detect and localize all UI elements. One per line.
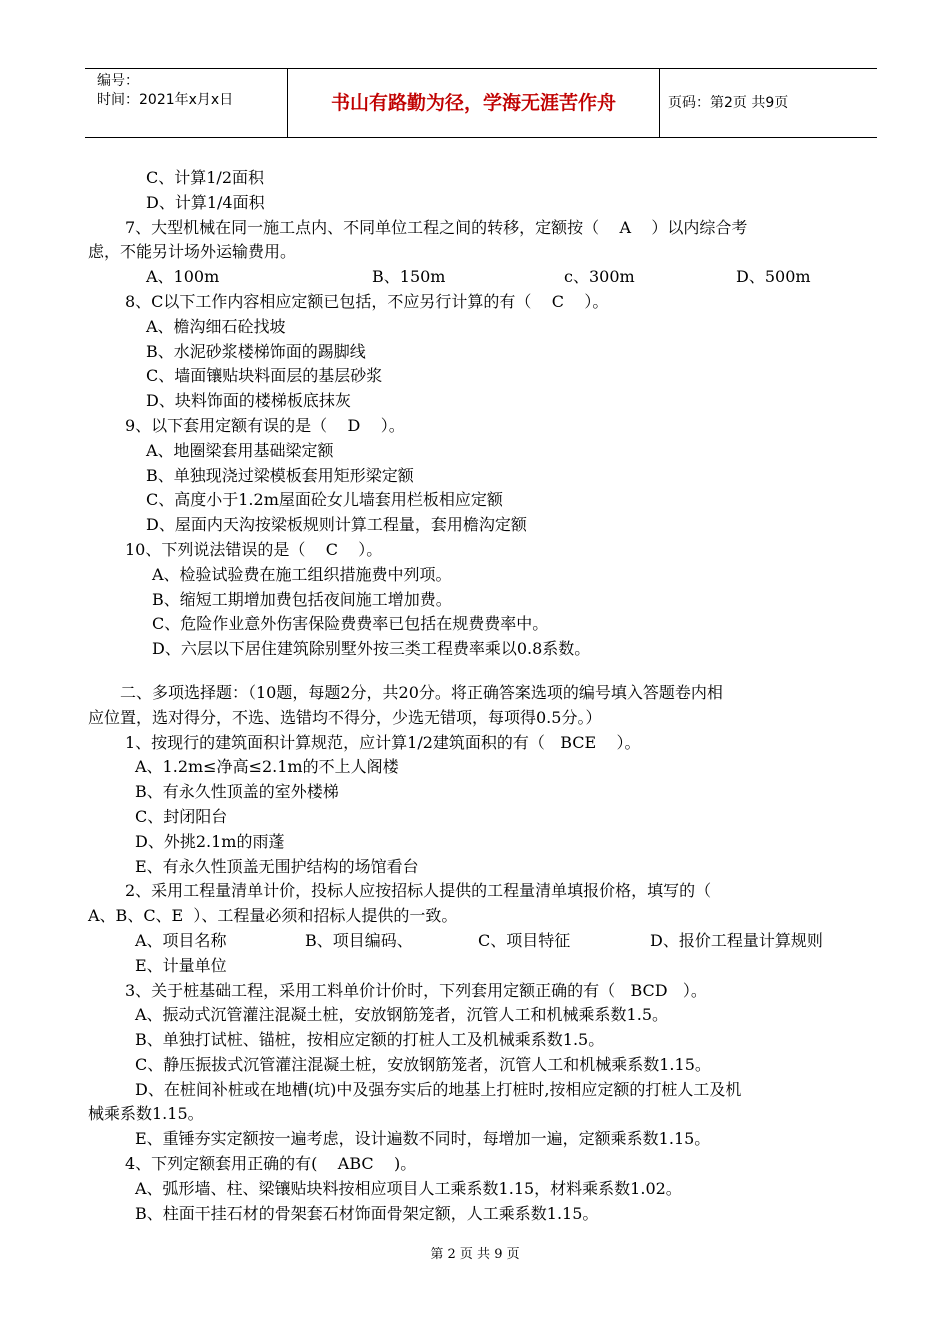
text-line: 9、以下套用定额有误的是（ D ）。 <box>125 415 405 435</box>
q7-options <box>88 265 880 290</box>
text-line: C、封闭阳台 <box>135 806 228 826</box>
text-line: B、水泥砂浆楼梯饰面的踢脚线 <box>146 341 366 361</box>
text-line: 2、采用工程量清单计价，投标人应按招标人提供的工程量清单填报价格，填写的（ <box>125 881 712 901</box>
q7-option-c: c、300m <box>564 267 635 287</box>
document-body <box>88 166 880 1226</box>
text-line: A、振动式沉管灌注混凝土桩，安放钢筋笼者，沉管人工和机械乘系数1.5。 <box>135 1005 669 1025</box>
text-line: E、计量单位 <box>135 955 227 975</box>
q2-options <box>88 929 880 954</box>
text-line: 应位置，选对得分，不选、选错均不得分，少选无错项，每项得0.5分。） <box>88 707 602 727</box>
text-line: C、计算1/2面积 <box>146 168 264 187</box>
q7-option-d: D、500m <box>736 267 811 287</box>
text-line: E、重锤夯实定额按一遍考虑，设计遍数不同时，每增加一遍，定额乘系数1.15。 <box>135 1129 711 1149</box>
text-line: A、检验试验费在施工组织措施费中列项。 <box>152 564 452 584</box>
text-line: B、单独打试桩、锚桩，按相应定额的打桩人工及机械乘系数1.5。 <box>135 1030 605 1050</box>
text-line: D、外挑2.1m的雨蓬 <box>135 831 285 851</box>
q7-option-a: A、100m <box>146 267 220 287</box>
text-line: E、有永久性顶盖无围护结构的场馆看台 <box>135 856 419 876</box>
q2-option-a: A、项目名称 <box>135 930 227 950</box>
q2-option-c: C、项目特征 <box>478 930 571 950</box>
question-block-4 <box>88 954 880 1227</box>
header-page-label: 页码：第2页 共9页 <box>668 95 789 111</box>
section-gap <box>88 662 880 681</box>
text-line: D、在桩间补桩或在地槽(坑)中及强夯实后的地基上打桩时,按相应定额的打桩人工及机 <box>135 1079 742 1099</box>
text-line: A、1.2m≤净高≤2.1m的不上人阁楼 <box>135 757 399 777</box>
text-line: 4、下列定额套用正确的有( ABC )。 <box>125 1154 417 1174</box>
text-line: A、地圈梁套用基础梁定额 <box>146 440 334 460</box>
text-line: 二、多项选择题：（10题，每题2分，共20分。将正确答案选项的编号填入答题卷内相 <box>120 682 723 702</box>
text-line: B、有永久性顶盖的室外楼梯 <box>135 782 339 802</box>
text-line: 10、下列说法错误的是（ C ）。 <box>125 539 383 559</box>
text-line: 8、C以下工作内容相应定额已包括，不应另行计算的有（ C ）。 <box>125 291 609 311</box>
text-line: C、静压振拔式沉管灌注混凝土桩，安放钢筋笼者，沉管人工和机械乘系数1.15。 <box>135 1054 711 1074</box>
q7-option-b: B、150m <box>372 267 446 287</box>
number-label: 编号： <box>97 73 139 89</box>
text-line: D、屋面内天沟按梁板规则计算工程量，套用檐沟定额 <box>146 515 527 535</box>
text-line: D、六层以下居住建筑除别墅外按三类工程费率乘以0.8系数。 <box>152 639 591 659</box>
text-line: B、单独现浇过梁模板套用矩形梁定额 <box>146 465 414 485</box>
text-line: D、计算1/4面积 <box>146 192 265 212</box>
text-line: A、弧形墙、柱、梁镶贴块料按相应项目人工乘系数1.15，材料乘系数1.02。 <box>135 1178 682 1198</box>
text-line: A、檐沟细石砼找坡 <box>146 316 286 336</box>
q2-option-d: D、报价工程量计算规则 <box>650 930 823 950</box>
question-block-2 <box>88 290 880 662</box>
text-line: 械乘系数1.15。 <box>88 1104 204 1124</box>
time-label: 时间：2021年x月x日 <box>97 92 234 108</box>
header-motto: 书山有路勤为径，学海无涯苦作舟 <box>288 69 660 137</box>
text-line: D、块料饰面的楼梯板底抹灰 <box>146 391 351 411</box>
q2-option-b: B、项目编码、 <box>305 930 413 950</box>
header-meta-cell <box>85 69 288 137</box>
text-line: 虑，不能另计场外运输费用。 <box>88 242 297 262</box>
text-line: 3、关于桩基础工程，采用工料单价计价时，下列套用定额正确的有（ BCD ）。 <box>125 980 707 1000</box>
page-header <box>85 68 877 138</box>
text-line: A、B、C、E ）、工程量必须和招标人提供的一致。 <box>88 906 458 926</box>
page-footer: 第 2 页 共 9 页 <box>430 1247 520 1262</box>
text-line: 1、按现行的建筑面积计算规范，应计算1/2建筑面积的有（ BCE ）。 <box>125 732 641 752</box>
question-block-1 <box>88 166 880 265</box>
text-line: C、危险作业意外伤害保险费费率已包括在规费费率中。 <box>152 614 549 634</box>
text-line: 7、大型机械在同一施工点内、不同单位工程之间的转移，定额按（ A ）以内综合考 <box>125 217 748 237</box>
text-line: B、缩短工期增加费包括夜间施工增加费。 <box>152 589 452 609</box>
text-line: C、高度小于1.2m屋面砼女儿墙套用栏板相应定额 <box>146 490 503 510</box>
question-block-3 <box>88 681 880 929</box>
text-line: C、墙面镶贴块料面层的基层砂浆 <box>146 366 383 386</box>
text-line: B、柱面干挂石材的骨架套石材饰面骨架定额，人工乘系数1.15。 <box>135 1203 599 1223</box>
